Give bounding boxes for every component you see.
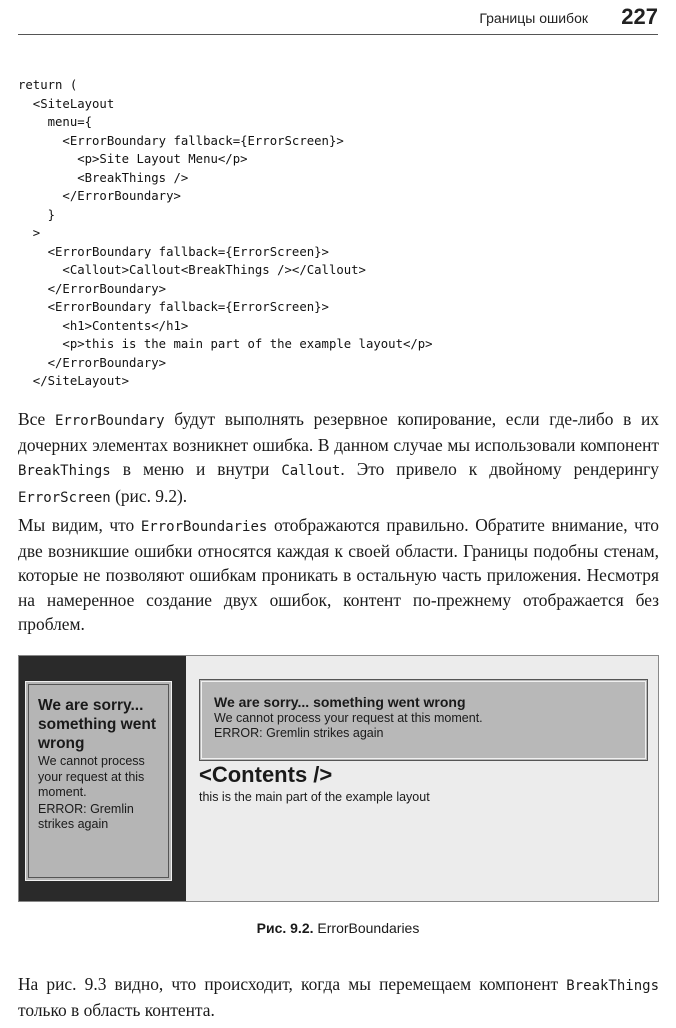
sidebar-error-message: We cannot process your request at this moment. [38,754,145,799]
paragraph-error-boundary-explanation: Все ErrorBoundary будут выполнять резервное копирование, если где-либо в их дочерних элементах возникнет ошибка. В данном случае мы использовали компонент BreakThings в меню и внутри Callout. Это привело к двойному рендерингу ErrorScreen (рис. 9.2). [18,409,659,506]
inline-code: ErrorScreen [18,489,111,506]
figure-main-area [186,656,658,901]
paragraph-error-boundaries-result: Мы видим, что ErrorBoundaries отображаются правильно. Обратите внимание, что две возникшие ошибки относятся каждая к своей области. Границы подобны стенам, которые не позволяют ошибкам проникать в остальную часть приложения. Несмотря на намеренное создание двух ошибок, контент по-прежнему отображается без проблем. [18,515,659,634]
figure-sidebar [19,656,186,901]
contents-heading: <Contents /> [199,762,333,787]
inline-code: ErrorBoundary [54,413,165,429]
paragraph-next-figure: На рис. 9.3 видно, что происходит, когда мы перемещаем компонент BreakThings только в область контента. [18,974,659,1021]
sidebar-error-detail: ERROR: Gremlin strikes again [38,801,134,831]
inline-code: ErrorBoundaries [140,519,268,535]
caption-label: Рис. 9.2. [256,920,314,936]
sidebar-error-title: We are sorry... something went wrong [38,697,156,752]
page-number: 227 [621,4,658,29]
contents-text: this is the main part of the example layout [199,790,430,804]
figure-caption [0,920,676,936]
callout-error-title: We are sorry... something went wrong [214,694,466,710]
inline-code: Callout [281,463,341,480]
inline-code: BreakThings [18,463,111,480]
running-head-title: Границы ошибок [479,10,588,26]
callout-error-detail: ERROR: Gremlin strikes again [214,726,384,740]
inline-code: BreakThings [566,978,659,994]
page-header [18,0,658,35]
figure-error-boundaries [18,655,659,902]
callout-error-message: We cannot process your request at this moment. [214,711,483,725]
code-listing: return ( <SiteLayout menu={ <ErrorBoundary fallback={ErrorScreen}> <p>Site Layout Menu</p> <BreakThings /> </ErrorBoundary> } > <ErrorBoundary fallback={ErrorScreen}> <Callout>Callout<BreakThings /></Callout> </ErrorBoundary> <ErrorBoundary fallback={ErrorScreen}> <h1>Contents</h1> <p>this is the main part of the example layout</p> </ErrorBoundary> </SiteLayout> [18,78,433,388]
caption-text: ErrorBoundaries [313,920,420,936]
sidebar-error-screen [25,681,172,881]
callout-error-screen [199,679,648,761]
